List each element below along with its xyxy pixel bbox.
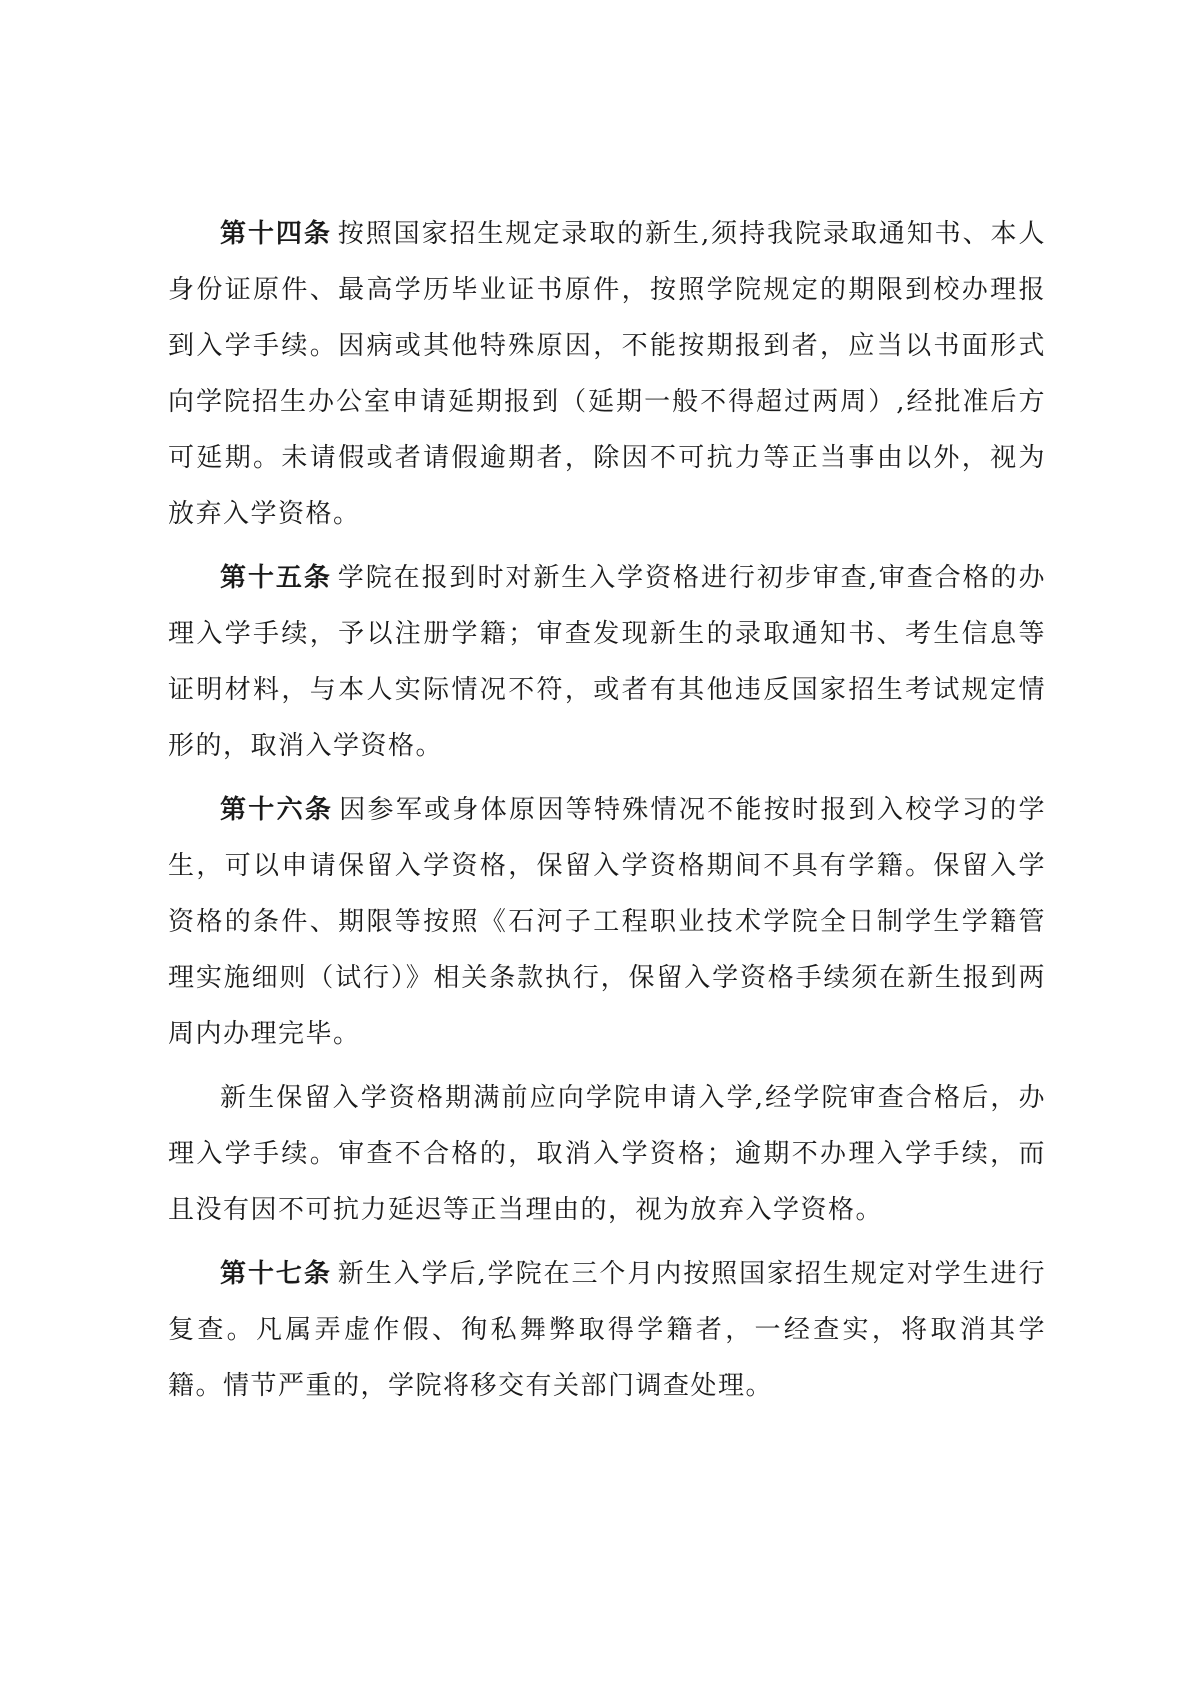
article-14-text: 按照国家招生规定录取的新生,须持我院录取通知书、本人身份证原件、最高学历毕业证书原件，按照学院规定的期限到校办理报到入学手续。因病或其他特殊原因，不能按期报到者，应当以书面形式向学院招生办公室申请延期报到（延期一般不得超过两周）,经批准后方可延期。未请假或者请假逾期者，除因不可抗力等正当事由以外，视为放弃入学资格。 xyxy=(168,219,1046,529)
article-16-number: 第十六条 xyxy=(220,795,334,825)
article-17-paragraph xyxy=(168,1246,1046,1414)
article-16-continuation-paragraph xyxy=(168,1070,1046,1238)
article-16-text: 因参军或身体原因等特殊情况不能按时报到入校学习的学生，可以申请保留入学资格，保留入学资格期间不具有学籍。保留入学资格的条件、期限等按照《石河子工程职业技术学院全日制学生学籍管理实施细则（试行）》相关条款执行，保留入学资格手续须在新生报到两周内办理完毕。 xyxy=(168,795,1046,1049)
article-17-number: 第十七条 xyxy=(220,1259,332,1289)
article-15-paragraph xyxy=(168,550,1046,774)
article-16-continuation-text: 新生保留入学资格期满前应向学院申请入学,经学院审查合格后，办理入学手续。审查不合格的，取消入学资格；逾期不办理入学手续，而且没有因不可抗力延迟等正当理由的，视为放弃入学资格。 xyxy=(168,1083,1046,1225)
article-17-text: 新生入学后,学院在三个月内按照国家招生规定对学生进行复查。凡属弄虚作假、徇私舞弊取得学籍者，一经查实，将取消其学籍。情节严重的，学院将移交有关部门调查处理。 xyxy=(168,1259,1046,1401)
article-15-text: 学院在报到时对新生入学资格进行初步审查,审查合格的办理入学手续，予以注册学籍；审查发现新生的录取通知书、考生信息等证明材料，与本人实际情况不符，或者有其他违反国家招生考试规定情形的，取消入学资格。 xyxy=(168,563,1046,761)
article-14-paragraph xyxy=(168,206,1046,542)
article-14-number: 第十四条 xyxy=(220,219,332,249)
article-16-paragraph xyxy=(168,782,1046,1062)
document-body xyxy=(168,206,1046,1422)
article-15-number: 第十五条 xyxy=(220,563,332,593)
